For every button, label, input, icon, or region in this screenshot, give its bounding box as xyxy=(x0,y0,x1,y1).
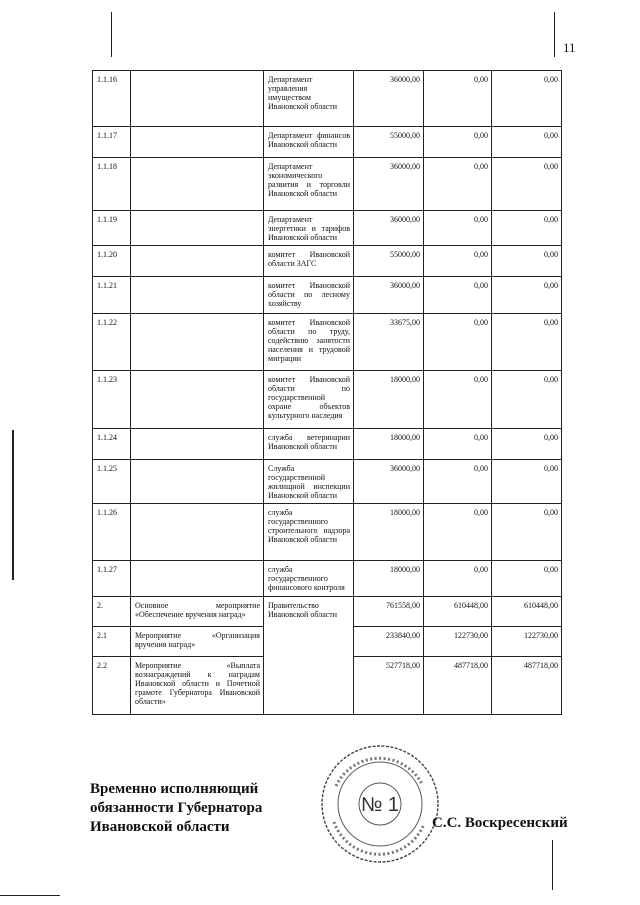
table-row xyxy=(93,314,562,371)
official-seal xyxy=(318,742,442,866)
row-amount-3: 0,00 xyxy=(492,460,562,504)
row-amount-3: 0,00 xyxy=(492,504,562,561)
row-event xyxy=(131,371,264,429)
row-event xyxy=(131,460,264,504)
row-amount-3: 0,00 xyxy=(492,429,562,460)
row-amount-1: 36000,00 xyxy=(354,158,424,211)
row-executor: комитет Ивановской области по государственной охране объектов культурного наследия xyxy=(264,371,354,429)
row-amount-3: 122730,00 xyxy=(492,627,562,657)
row-amount-1: 36000,00 xyxy=(354,71,424,127)
row-event xyxy=(131,561,264,597)
scan-margin-line xyxy=(12,430,14,580)
row-executor: комитет Ивановской области по труду, содействию занятости населения и трудовой миграции xyxy=(264,314,354,371)
row-amount-3: 0,00 xyxy=(492,371,562,429)
row-amount-1: 18000,00 xyxy=(354,371,424,429)
signature-title-line: Ивановской области xyxy=(90,819,230,835)
row-code: 1.1.27 xyxy=(93,561,131,597)
row-event: Мероприятие «Выплата вознаграждений к наградам Ивановской области и Почетной грамоте Губернатора Ивановской области» xyxy=(131,657,264,715)
row-event xyxy=(131,127,264,158)
row-executor: Служба государственной жилищной инспекции Ивановской области xyxy=(264,460,354,504)
row-event xyxy=(131,71,264,127)
row-executor: служба государственного строительного надзора Ивановской области xyxy=(264,504,354,561)
row-executor: Департамент экономического развития и торговли Ивановской области xyxy=(264,158,354,211)
row-code: 1.1.18 xyxy=(93,158,131,211)
row-amount-2: 0,00 xyxy=(424,158,492,211)
scan-margin-line xyxy=(552,840,553,890)
row-amount-2: 0,00 xyxy=(424,504,492,561)
signature-title-line: обязанности Губернатора xyxy=(90,800,263,816)
row-code: 1.1.21 xyxy=(93,277,131,314)
row-executor: Департамент финансов Ивановской области xyxy=(264,127,354,158)
row-code: 1.1.16 xyxy=(93,71,131,127)
table-row xyxy=(93,561,562,597)
table-row xyxy=(93,211,562,246)
row-event xyxy=(131,158,264,211)
row-amount-2: 0,00 xyxy=(424,246,492,277)
row-amount-3: 487718,00 xyxy=(492,657,562,715)
row-amount-3: 0,00 xyxy=(492,314,562,371)
table-row xyxy=(93,429,562,460)
table-row xyxy=(93,460,562,504)
row-amount-1: 55000,00 xyxy=(354,246,424,277)
row-amount-2: 0,00 xyxy=(424,561,492,597)
signer-name: С.С. Воскресенский xyxy=(432,815,568,831)
row-event xyxy=(131,211,264,246)
table-row xyxy=(93,127,562,158)
row-amount-1: 233840,00 xyxy=(354,627,424,657)
scan-margin-line xyxy=(554,12,555,57)
row-executor: Правительство Ивановской области xyxy=(264,597,354,715)
row-amount-3: 0,00 xyxy=(492,246,562,277)
row-amount-2: 0,00 xyxy=(424,277,492,314)
row-executor: Департамент управления имуществом Ивановской области xyxy=(264,71,354,127)
row-amount-1: 33675,00 xyxy=(354,314,424,371)
row-executor: служба ветеринарии Ивановской области xyxy=(264,429,354,460)
row-event: Мероприятие «Организация вручения наград» xyxy=(131,627,264,657)
scan-margin-line xyxy=(111,12,112,57)
scan-edge-line xyxy=(0,895,60,896)
row-amount-2: 487718,00 xyxy=(424,657,492,715)
page-number: 11 xyxy=(563,40,576,55)
row-event: Основное мероприятие «Обеспечение вручения наград» xyxy=(131,597,264,627)
row-executor: Департамент энергетики и тарифов Ивановской области xyxy=(264,211,354,246)
signature-block xyxy=(90,780,262,837)
row-code: 2.2 xyxy=(93,657,131,715)
table-row xyxy=(93,371,562,429)
row-amount-1: 36000,00 xyxy=(354,460,424,504)
row-event xyxy=(131,314,264,371)
row-event xyxy=(131,277,264,314)
row-event xyxy=(131,504,264,561)
seal-number: № 1 xyxy=(360,794,400,816)
table-row xyxy=(93,277,562,314)
row-amount-1: 36000,00 xyxy=(354,277,424,314)
row-code: 2.1 xyxy=(93,627,131,657)
row-code: 1.1.23 xyxy=(93,371,131,429)
row-executor: комитет Ивановской области по лесному хозяйству xyxy=(264,277,354,314)
table-row xyxy=(93,71,562,127)
row-amount-3: 0,00 xyxy=(492,277,562,314)
row-amount-1: 36000,00 xyxy=(354,211,424,246)
row-amount-2: 0,00 xyxy=(424,429,492,460)
table-row xyxy=(93,158,562,211)
row-amount-3: 0,00 xyxy=(492,561,562,597)
signature-title-line: Временно исполняющий xyxy=(90,781,259,797)
row-amount-1: 18000,00 xyxy=(354,561,424,597)
row-executor: служба государственного финансового контроля xyxy=(264,561,354,597)
row-amount-3: 0,00 xyxy=(492,158,562,211)
row-code: 1.1.26 xyxy=(93,504,131,561)
table-row xyxy=(93,504,562,561)
row-amount-1: 18000,00 xyxy=(354,504,424,561)
row-amount-2: 122730,00 xyxy=(424,627,492,657)
row-amount-2: 0,00 xyxy=(424,371,492,429)
row-amount-1: 527718,00 xyxy=(354,657,424,715)
table-row-main-event xyxy=(93,597,562,627)
row-amount-3: 610448,00 xyxy=(492,597,562,627)
row-code: 1.1.25 xyxy=(93,460,131,504)
row-amount-2: 610448,00 xyxy=(424,597,492,627)
row-executor: комитет Ивановской области ЗАГС xyxy=(264,246,354,277)
row-amount-2: 0,00 xyxy=(424,127,492,158)
table-row xyxy=(93,246,562,277)
row-amount-3: 0,00 xyxy=(492,71,562,127)
row-amount-1: 18000,00 xyxy=(354,429,424,460)
row-amount-1: 761558,00 xyxy=(354,597,424,627)
row-event xyxy=(131,246,264,277)
row-code: 1.1.22 xyxy=(93,314,131,371)
row-code: 1.1.19 xyxy=(93,211,131,246)
row-amount-3: 0,00 xyxy=(492,127,562,158)
row-event xyxy=(131,429,264,460)
row-amount-2: 0,00 xyxy=(424,71,492,127)
funding-table xyxy=(92,70,562,715)
row-code: 1.1.20 xyxy=(93,246,131,277)
row-amount-3: 0,00 xyxy=(492,211,562,246)
row-code: 1.1.24 xyxy=(93,429,131,460)
row-code: 2. xyxy=(93,597,131,627)
row-amount-2: 0,00 xyxy=(424,460,492,504)
row-amount-2: 0,00 xyxy=(424,211,492,246)
row-amount-2: 0,00 xyxy=(424,314,492,371)
row-code: 1.1.17 xyxy=(93,127,131,158)
row-amount-1: 55000,00 xyxy=(354,127,424,158)
